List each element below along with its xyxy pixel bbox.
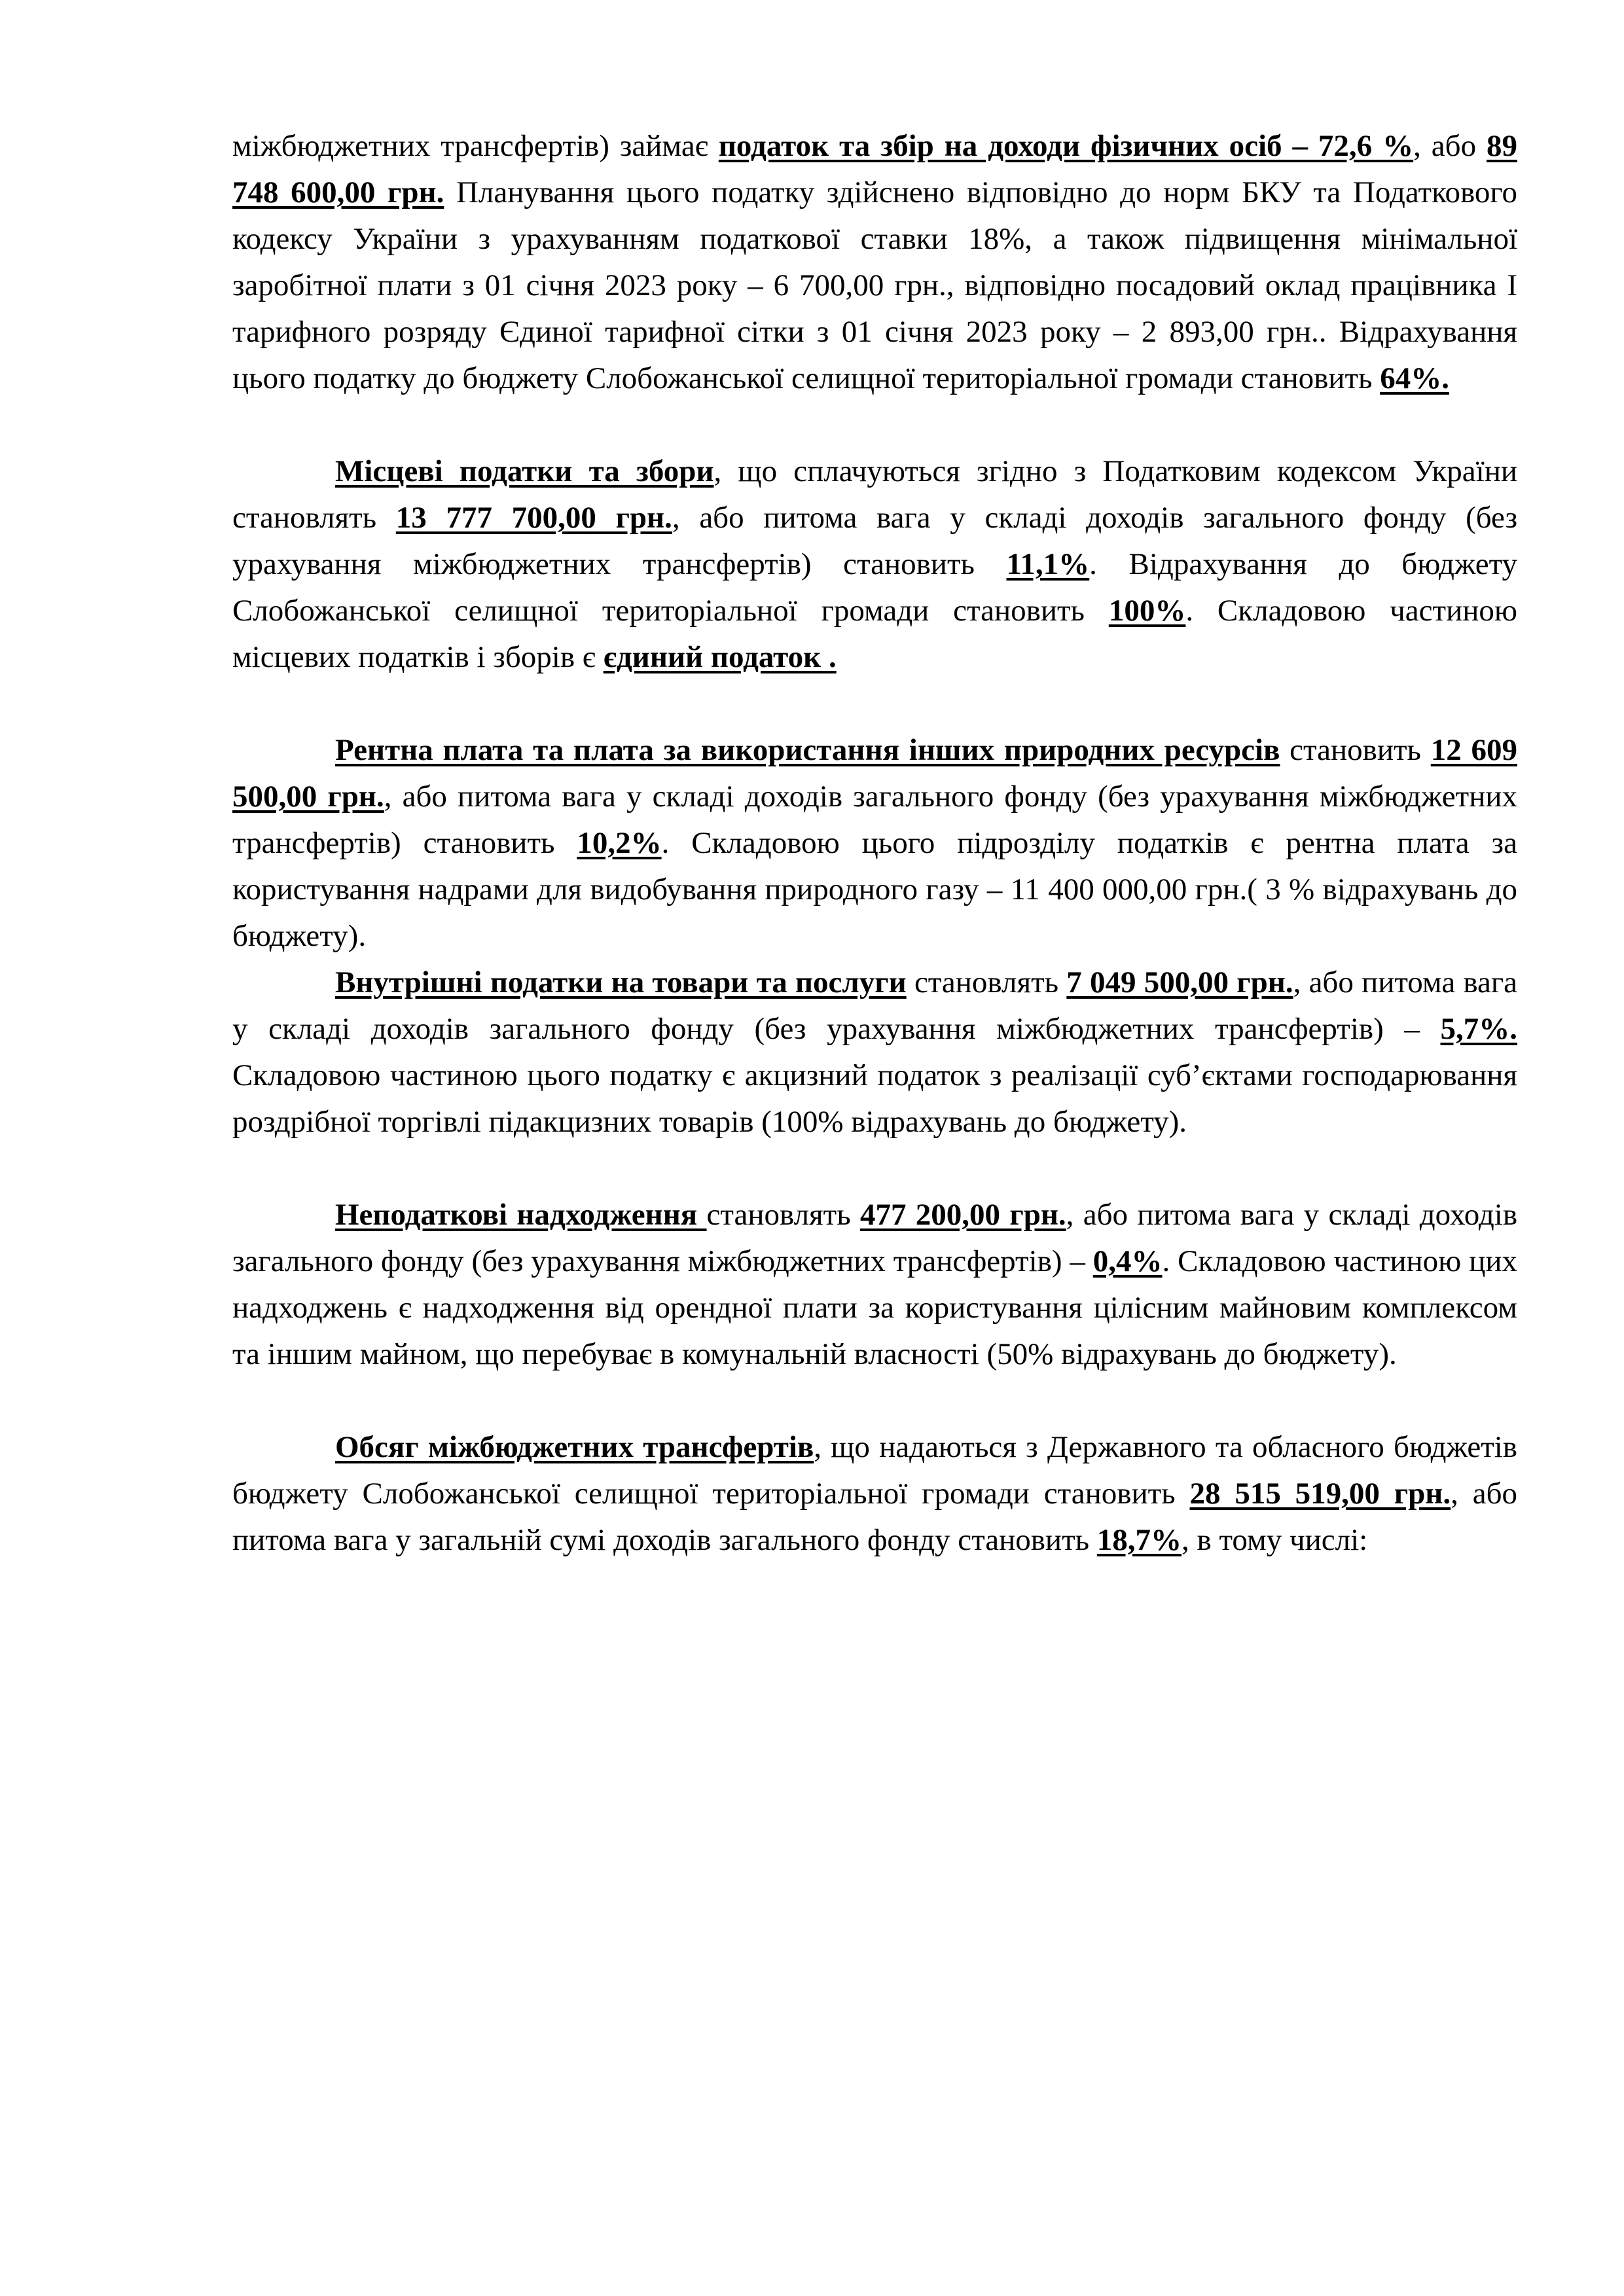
body-text: . Складовою частиною цих надходжень є надходження від орендної плати за користування цілісним майновим комплексом та іншим майном, що перебуває в комунальній власності (50% відрахувань до бюджету).: [232, 1244, 1517, 1371]
body-text: , або питома вага у складі доходів загального фонду (без урахування міжбюджетних трансфертів) становить: [232, 780, 1518, 860]
body-text: , або питома вага у складі доходів загального фонду (без урахування міжбюджетних трансфертів) становить: [232, 501, 1518, 581]
body-text: , або питома вага у складі доходів загального фонду (без урахування міжбюджетних трансфертів) –: [232, 1198, 1518, 1278]
emphasized-text: Обсяг міжбюджетних трансфертів: [335, 1430, 814, 1464]
emphasized-text: 0,4%: [1092, 1244, 1163, 1278]
body-text: Планування цього податку здійснено відповідно до норм БКУ та Податкового кодексу України з урахуванням податкової ставки 18%, а також підвищення мінімальної заробітної плати з 01 січня 2023 року – 6 700,00 грн., відповідно посадовий оклад працівника І тарифного розряду Єдиної тарифної сітки з 01 січня 2023 року – 2 893,00 грн.. Відрахування цього податку до бюджету Слобожанської селищної територіальної громади становить: [232, 175, 1518, 395]
body-text: , що сплачуються згідно з Податковим кодексом України становлять: [232, 454, 1517, 535]
body-text: , в тому числі:: [1182, 1523, 1368, 1557]
emphasized-text: 477 200,00 грн.: [859, 1198, 1066, 1232]
emphasized-text: 7 049 500,00 грн.: [1066, 965, 1293, 999]
emphasized-text: 10,2%: [577, 826, 662, 860]
emphasized-text: Місцеві податки та збори: [335, 454, 714, 488]
emphasized-text: Рентна плата та плата за використання інших природних ресурсів: [335, 733, 1280, 767]
emphasized-text: 18,7%: [1096, 1523, 1182, 1557]
body-text: міжбюджетних трансфертів) займає: [232, 129, 719, 163]
paragraph: [232, 727, 1517, 960]
emphasized-text: 28 515 519,00 грн.: [1189, 1477, 1451, 1511]
emphasized-text: 64%.: [1380, 361, 1449, 395]
body-text: Складовою частиною цього податку є акцизний податок з реалізації суб’єктами господарювання роздрібної торгівлі підакцизних товарів (100% відрахувань до бюджету).: [232, 1058, 1517, 1139]
paragraph: [232, 1192, 1517, 1378]
body-text: , або: [1413, 129, 1487, 163]
emphasized-text: єдиний податок .: [603, 640, 837, 674]
paragraph: [232, 123, 1517, 402]
body-text: , або питома вага у загальній сумі доходів загального фонду становить: [232, 1477, 1517, 1557]
paragraph: [232, 960, 1517, 1145]
document-page: [232, 123, 1517, 1564]
emphasized-text: податок та збір на доходи фізичних осіб – 72,6 %: [718, 129, 1414, 163]
body-text: , або питома вага у складі доходів загального фонду (без урахування міжбюджетних трансфертів) –: [232, 965, 1517, 1046]
body-text: , що надаються з Державного та обласного бюджетів бюджету Слобожанської селищної територіальної громади становить: [232, 1430, 1518, 1511]
emphasized-text: Внутрішні податки на товари та послуги: [335, 965, 907, 999]
paragraph: [232, 1424, 1517, 1564]
body-text: становлять: [706, 1198, 860, 1232]
body-text: . Складовою цього підрозділу податків є рентна плата за користування надрами для видобування природного газу – 11 400 000,00 грн.( 3 % відрахувань до бюджету).: [232, 826, 1517, 953]
body-text: . Складовою частиною місцевих податків і зборів є: [232, 594, 1517, 674]
emphasized-text: 89 748 600,00 грн.: [232, 129, 1518, 209]
emphasized-text: 5,7%.: [1440, 1012, 1517, 1046]
emphasized-text: 12 609 500,00 грн.: [232, 733, 1517, 814]
emphasized-text: Неподаткові надходження: [335, 1198, 707, 1232]
body-text: становить: [1280, 733, 1431, 767]
emphasized-text: 100%: [1108, 594, 1186, 628]
paragraph: [232, 448, 1517, 681]
body-text: становлять: [906, 965, 1067, 999]
emphasized-text: 11,1%: [1006, 547, 1090, 581]
body-text: . Відрахування до бюджету Слобожанської селищної територіальної громади становить: [232, 547, 1517, 628]
emphasized-text: 13 777 700,00 грн.: [395, 501, 672, 535]
